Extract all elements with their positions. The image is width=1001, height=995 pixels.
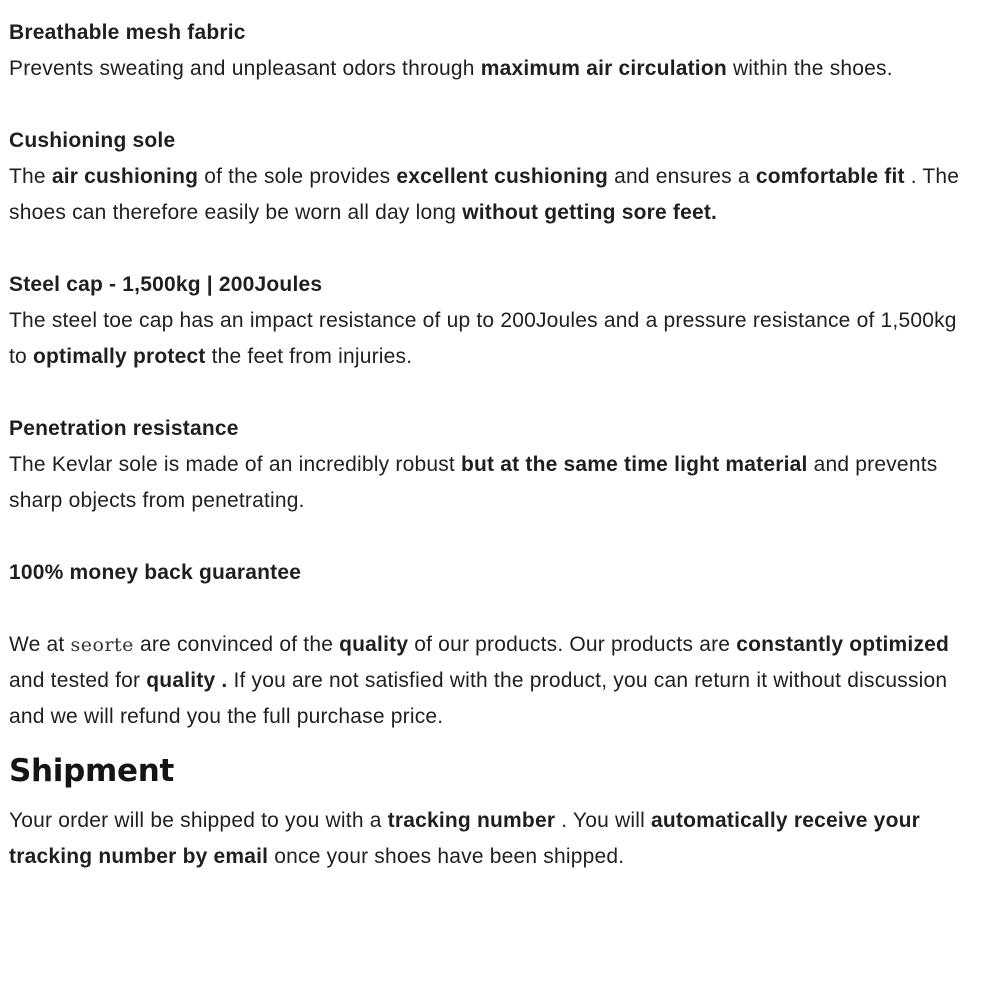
guarantee-body: We at seorte are convinced of the quality of our products. Our products are constantly optimized and tested for quality . If you are not satisfied with the product, you can return it without discussion and we will refund you the full purchase price. [9,633,950,728]
spacer [9,231,984,267]
feature-title: Penetration resistance [9,417,239,440]
spacer [9,87,984,123]
shipment-section [9,751,984,875]
spacer [9,591,984,627]
feature-title: Breathable mesh fabric [9,21,246,44]
feature-body: Prevents sweating and unpleasant odors through maximum air circulation within the shoes. [9,57,893,80]
shipment-body: Your order will be shipped to you with a tracking number . You will automatically receive your tracking number by email once your shoes have been shipped. [9,809,920,868]
feature-body: The steel toe cap has an impact resistance of up to 200Joules and a pressure resistance of 1,500kg to optimally protect the feet from injuries. [9,309,969,368]
guarantee-section [9,555,984,735]
guarantee-title: 100% money back guarantee [9,561,302,584]
feature-steel-cap [9,267,984,375]
product-description [9,15,984,875]
feature-title: Cushioning sole [9,129,176,152]
feature-cushioning [9,123,984,231]
spacer [9,519,984,555]
brand-name: seorte [70,634,134,656]
feature-body: The air cushioning of the sole provides excellent cushioning and ensures a comfortable fit . The shoes can therefore easily be worn all day long without getting sore feet. [9,165,960,224]
feature-body: The Kevlar sole is made of an incredibly robust but at the same time light material and prevents sharp objects from penetrating. [9,453,938,512]
feature-breathable [9,15,984,87]
feature-penetration [9,411,984,519]
spacer [9,375,984,411]
feature-title: Steel cap - 1,500kg | 200Joules [9,273,323,296]
shipment-heading: Shipment [9,753,175,789]
